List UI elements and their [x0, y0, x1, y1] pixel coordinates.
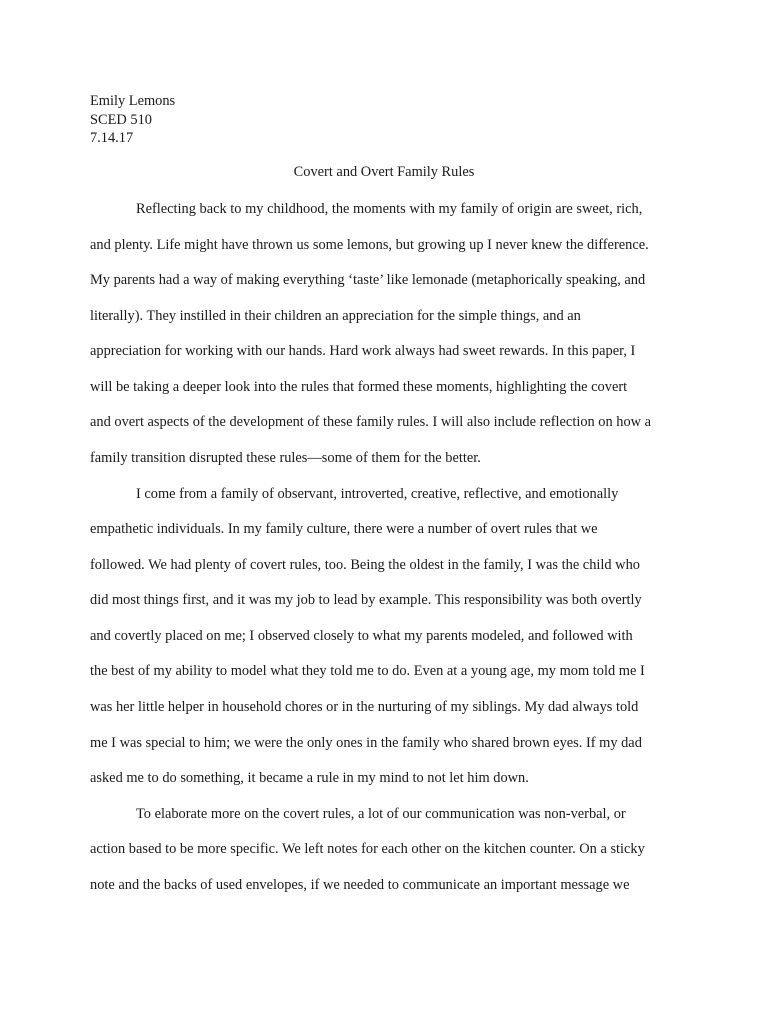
- paragraph-3-line-2: action based to be more specific. We left notes for each other on the kitchen counter. On a sticky: [90, 841, 645, 857]
- paragraph-1-line-6: will be taking a deeper look into the rules that formed these moments, highlighting the covert: [90, 379, 628, 395]
- paragraph-2-line-8: me I was special to him; we were the only ones in the family who shared brown eyes. If my dad: [90, 735, 642, 751]
- header-block: [90, 92, 175, 148]
- paragraph-2-line-7: was her little helper in household chores or in the nurturing of my siblings. My dad always told: [90, 699, 639, 715]
- paragraph-2-line-2: empathetic individuals. In my family culture, there were a number of overt rules that we: [90, 521, 598, 537]
- paragraph-3-line-3: note and the backs of used envelopes, if we needed to communicate an important message we: [90, 877, 630, 893]
- paragraph-1-line-1: Reflecting back to my childhood, the moments with my family of origin are sweet, rich,: [136, 201, 643, 217]
- paragraph-2-line-6: the best of my ability to model what they told me to do. Even at a young age, my mom told me I: [90, 663, 645, 679]
- paragraph-2-line-1: I come from a family of observant, introverted, creative, reflective, and emotionally: [136, 486, 619, 502]
- paragraph-1-line-4: literally). They instilled in their children an appreciation for the simple things, and an: [90, 308, 581, 324]
- paragraph-2-line-3: followed. We had plenty of covert rules, too. Being the oldest in the family, I was the child who: [90, 557, 640, 573]
- paragraph-1-line-5: appreciation for working with our hands. Hard work always had sweet rewards. In this paper, I: [90, 343, 636, 359]
- paragraph-1-line-8: family transition disrupted these rules—some of them for the better.: [90, 450, 481, 466]
- paragraph-2-line-5: and covertly placed on me; I observed closely to what my parents modeled, and followed with: [90, 628, 633, 644]
- essay-title: Covert and Overt Family Rules: [293, 164, 475, 180]
- author-name: Emily Lemons: [90, 93, 176, 109]
- paragraph-2-line-9: asked me to do something, it became a rule in my mind to not let him down.: [90, 770, 529, 786]
- paragraph-3-line-1: To elaborate more on the covert rules, a lot of our communication was non-verbal, or: [136, 806, 626, 822]
- paragraph-2-line-4: did most things first, and it was my job to lead by example. This responsibility was both overtly: [90, 592, 642, 608]
- paragraph-1-line-7: and overt aspects of the development of these family rules. I will also include reflection on how a: [90, 414, 652, 430]
- paragraph-1-line-2: and plenty. Life might have thrown us some lemons, but growing up I never knew the difference.: [90, 237, 649, 253]
- date: 7.14.17: [90, 130, 134, 146]
- paragraph-1-line-3: My parents had a way of making everything ‘taste’ like lemonade (metaphorically speaking, and: [90, 272, 646, 288]
- course-code: SCED 510: [90, 111, 152, 128]
